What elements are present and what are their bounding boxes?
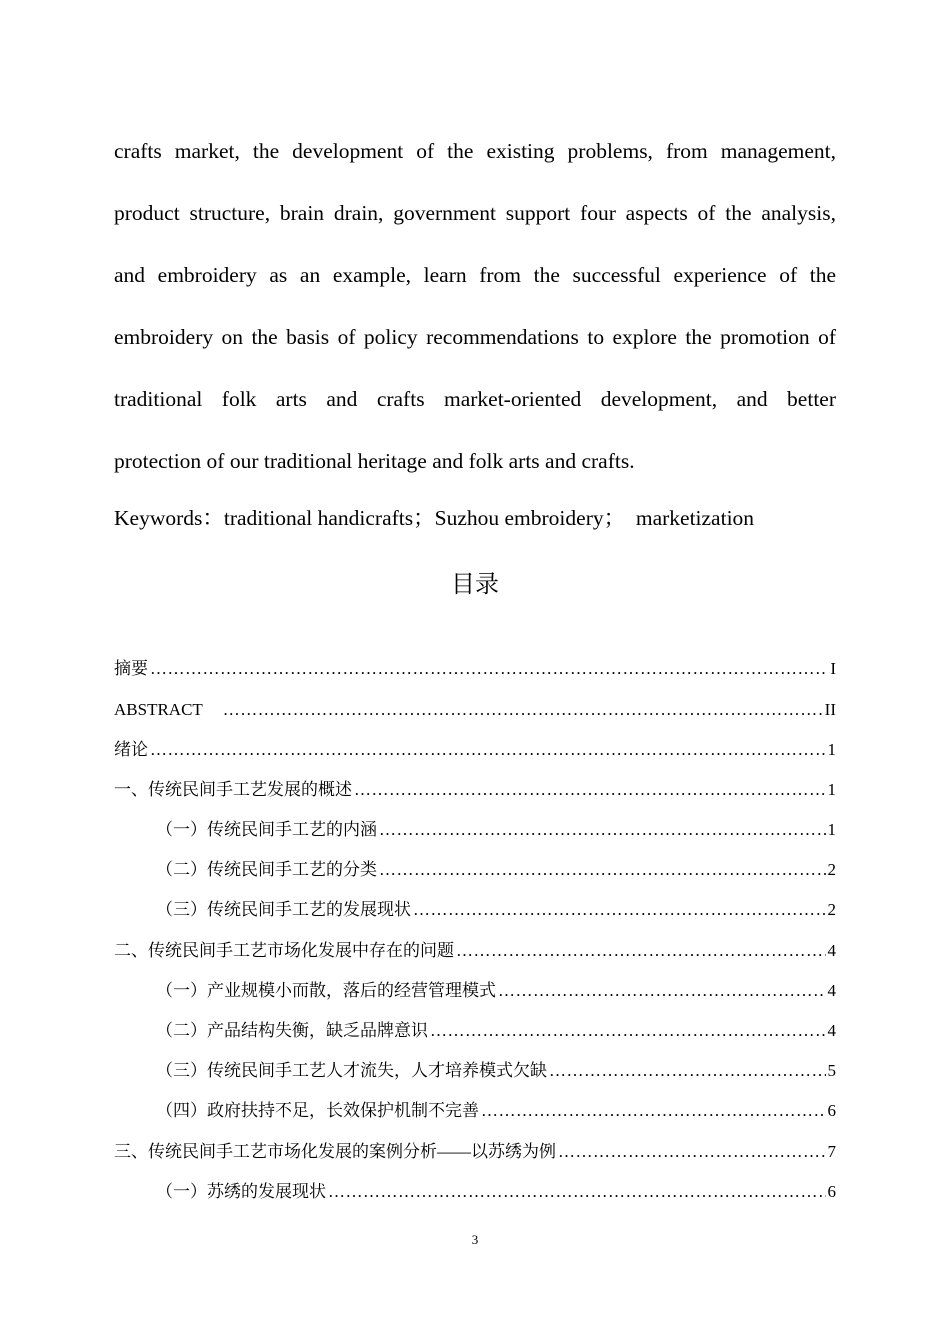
toc-entry-label: （一）苏绣的发展现状 bbox=[156, 1182, 326, 1201]
toc-entry[interactable] bbox=[114, 698, 836, 722]
toc-leader-dots bbox=[379, 818, 826, 842]
toc-entry-page: 6 bbox=[827, 1101, 836, 1120]
toc-subentry[interactable] bbox=[156, 898, 836, 922]
abstract-line: product structure, brain drain, government support four aspects of the analysis, bbox=[114, 201, 836, 225]
toc-leader-dots bbox=[150, 657, 828, 681]
toc-subentry[interactable] bbox=[156, 858, 836, 882]
toc-entry[interactable] bbox=[114, 939, 836, 963]
toc-entry-label: （一）传统民间手工艺的内涵 bbox=[156, 820, 377, 839]
toc-entry-page: 1 bbox=[827, 780, 836, 799]
toc-leader-dots bbox=[456, 939, 826, 963]
toc-leader-dots bbox=[549, 1059, 826, 1083]
toc-entry-page: I bbox=[830, 659, 836, 678]
toc-entry-label: （三）传统民间手工艺的发展现状 bbox=[156, 900, 411, 919]
toc-entry[interactable] bbox=[114, 1140, 836, 1164]
toc-entry-page: II bbox=[824, 700, 836, 719]
toc-leader-dots bbox=[430, 1019, 826, 1043]
toc-leader-dots bbox=[498, 979, 826, 1003]
toc-entry-label: 一、传统民间手工艺发展的概述 bbox=[114, 780, 352, 799]
toc-leader-dots bbox=[481, 1099, 826, 1123]
toc-leader-dots bbox=[354, 778, 826, 802]
toc-entry-page: 4 bbox=[827, 941, 836, 960]
toc-entry-page: 4 bbox=[827, 1021, 836, 1040]
toc-entry-label: （一）产业规模小而散，落后的经营管理模式 bbox=[156, 981, 496, 1000]
toc-entry-page: 6 bbox=[827, 1182, 836, 1201]
toc-entry-label: （二）传统民间手工艺的分类 bbox=[156, 860, 377, 879]
toc-subentry[interactable] bbox=[156, 1180, 836, 1204]
toc-entry-label: 绪论 bbox=[114, 740, 148, 759]
toc-entry[interactable] bbox=[114, 738, 836, 762]
toc-entry-page: 2 bbox=[827, 860, 836, 879]
toc-entry-page: 5 bbox=[827, 1061, 836, 1080]
toc-entry-label: 三、传统民间手工艺市场化发展的案例分析——以苏绣为例 bbox=[114, 1142, 556, 1161]
toc-subentry[interactable] bbox=[156, 1059, 836, 1083]
toc-entry[interactable] bbox=[114, 778, 836, 802]
toc-subentry[interactable] bbox=[156, 818, 836, 842]
toc-entry-label: （二）产品结构失衡，缺乏品牌意识 bbox=[156, 1021, 428, 1040]
toc-entry-page: 1 bbox=[827, 820, 836, 839]
abstract-line: embroidery on the basis of policy recommendations to explore the promotion of bbox=[114, 325, 836, 349]
toc-leader-dots bbox=[150, 738, 826, 762]
toc-entry-page: 1 bbox=[827, 740, 836, 759]
abstract-line: protection of our traditional heritage and folk arts and crafts. bbox=[114, 449, 635, 473]
toc-subentry[interactable] bbox=[156, 1019, 836, 1043]
toc-subentry[interactable] bbox=[156, 979, 836, 1003]
toc-entry-label: 二、传统民间手工艺市场化发展中存在的问题 bbox=[114, 941, 454, 960]
toc-leader-dots bbox=[223, 698, 823, 722]
toc-subentry[interactable] bbox=[156, 1099, 836, 1123]
toc-leader-dots bbox=[328, 1180, 826, 1204]
toc-entry-page: 2 bbox=[827, 900, 836, 919]
abstract-line: crafts market, the development of the existing problems, from management, bbox=[114, 139, 836, 163]
abstract-line: traditional folk arts and crafts market-oriented development, and better bbox=[114, 387, 836, 411]
keywords-line: Keywords：traditional handicrafts；Suzhou embroidery； marketization bbox=[114, 506, 755, 530]
toc-entry-page: 4 bbox=[827, 981, 836, 1000]
toc-leader-dots bbox=[379, 858, 826, 882]
toc-entry-label: 摘要 bbox=[114, 659, 148, 678]
toc-leader-dots bbox=[413, 898, 826, 922]
page-number: 3 bbox=[471, 1232, 479, 1247]
toc-entry-page: 7 bbox=[827, 1142, 836, 1161]
toc-entry-label: （四）政府扶持不足，长效保护机制不完善 bbox=[156, 1101, 479, 1120]
toc-leader-dots bbox=[558, 1140, 826, 1164]
abstract-line: and embroidery as an example, learn from the successful experience of the bbox=[114, 263, 836, 287]
toc-entry-label: （三）传统民间手工艺人才流失，人才培养模式欠缺 bbox=[156, 1061, 547, 1080]
toc-entry[interactable] bbox=[114, 657, 836, 681]
toc-title: 目录 bbox=[451, 570, 499, 598]
toc-entry-label: ABSTRACT bbox=[114, 700, 203, 719]
